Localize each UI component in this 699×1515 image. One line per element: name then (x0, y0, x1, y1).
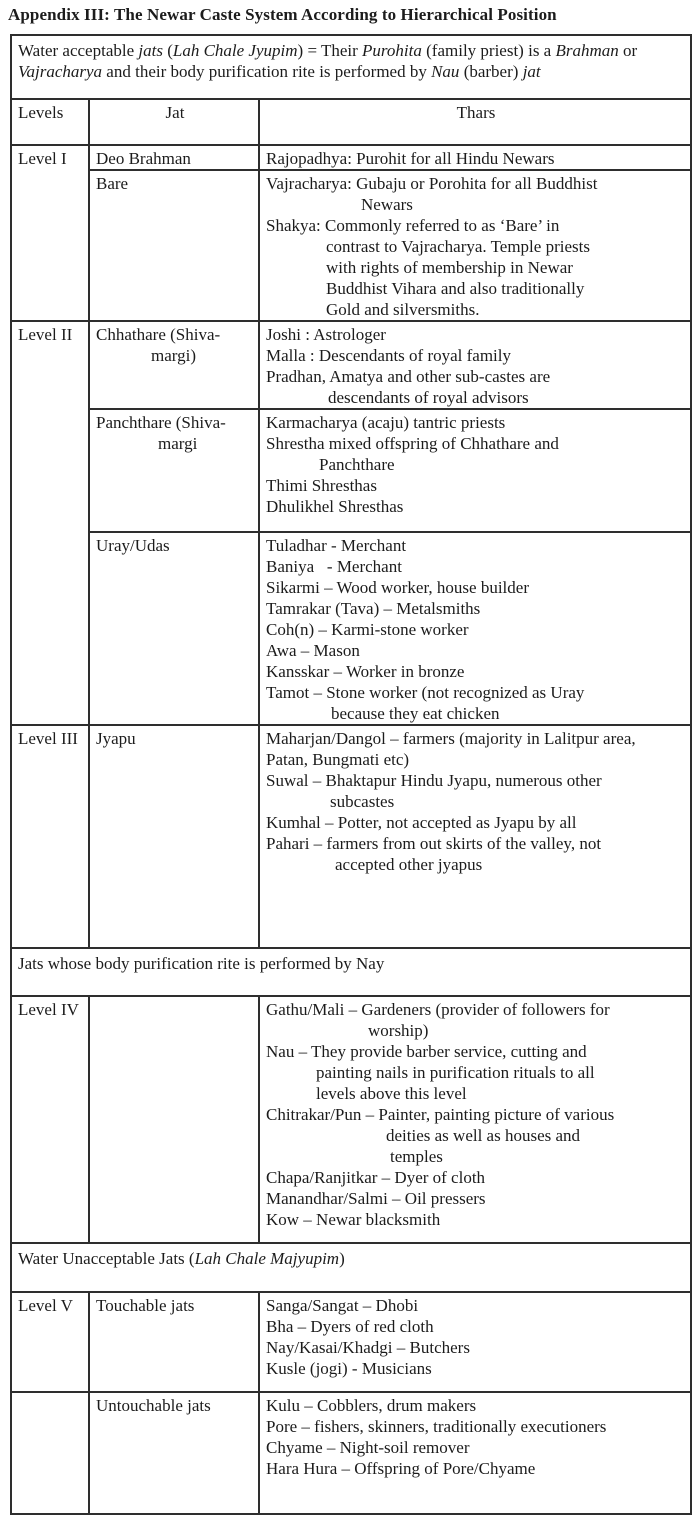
row-water-unacceptable-note (11, 1243, 691, 1292)
level-cell: Level III (11, 725, 89, 948)
jat-cell (89, 725, 259, 948)
row-level5-untouchable (11, 1392, 691, 1514)
plain-text: and their body purification rite is performed by (102, 62, 432, 81)
text-line: temples (390, 1147, 443, 1166)
page-title: Appendix III: The Newar Caste System According to Hierarchical Position (8, 5, 557, 24)
plain-text: (barber) (459, 62, 523, 81)
text-line: Sanga/Sangat – Dhobi (266, 1296, 419, 1315)
row-level2-panchthare (11, 409, 691, 532)
italic-text: jat (522, 62, 541, 81)
text-line: Pahari – farmers from out skirts of the valley, not (266, 834, 602, 853)
text-line: Joshi : Astrologer (266, 325, 386, 344)
text-line: Malla : Descendants of royal family (266, 346, 512, 365)
jat-cell (89, 145, 259, 170)
text-line: Dhulikhel Shresthas (266, 497, 404, 516)
plain-text: Water acceptable (18, 41, 139, 60)
text-line: contrast to Vajracharya. Temple priests (326, 237, 590, 256)
caste-table-body (11, 35, 691, 1514)
italic-text: Nau (431, 62, 460, 81)
text-line: Kusle (jogi) - Musicians (266, 1359, 432, 1378)
level-cell: Level II (11, 321, 89, 725)
thars-cell (259, 145, 691, 170)
text-line: Vajracharya: Gubaju or Porohita for all Buddhist (266, 174, 598, 193)
text-line: descendants of royal advisors (328, 388, 529, 407)
row-level5-touchable (11, 1292, 691, 1392)
text-line: Suwal – Bhaktapur Hindu Jyapu, numerous other (266, 771, 602, 790)
text-line: Gathu/Mali – Gardeners (provider of followers for (266, 1000, 610, 1019)
text-line: Thimi Shresthas (266, 476, 377, 495)
text-line: Awa – Mason (266, 641, 360, 660)
text-line: Panchthare (319, 455, 395, 474)
row-column-headers (11, 99, 691, 145)
text-line: deities as well as houses and (386, 1126, 581, 1145)
text-line: Nau – They provide barber service, cutting and (266, 1042, 587, 1061)
text-line: Panchthare (Shiva- (96, 413, 226, 432)
text-line: Bha – Dyers of red cloth (266, 1317, 434, 1336)
caste-table (10, 34, 692, 1515)
italic-text: Brahman (555, 41, 619, 60)
row-nay-purification-note (11, 948, 691, 996)
text-line: Kansskar – Worker in bronze (266, 662, 465, 681)
text-line: Jyapu (96, 729, 136, 748)
row-level2-chhathare (11, 321, 691, 409)
text-line: Manandhar/Salmi – Oil pressers (266, 1189, 486, 1208)
row-water-acceptable-note (11, 35, 691, 99)
text-line: Pradhan, Amatya and other sub-castes are (266, 367, 551, 386)
text-line: Karmacharya (acaju) tantric priests (266, 413, 506, 432)
jat-cell (89, 996, 259, 1243)
text-line: Maharjan/Dangol – farmers (majority in Lalitpur area, (266, 729, 636, 748)
jat-cell (89, 409, 259, 532)
thars-cell (259, 170, 691, 321)
plain-text: or (618, 41, 638, 60)
text-line: Buddhist Vihara and also traditionally (326, 279, 585, 298)
text-line: Nay/Kasai/Khadgi – Butchers (266, 1338, 470, 1357)
section-note-cell (11, 35, 691, 99)
text-line: Untouchable jats (96, 1396, 211, 1415)
text-line: painting nails in purification rituals to all (316, 1063, 595, 1082)
jat-cell (89, 170, 259, 321)
text-line: Chhathare (Shiva- (96, 325, 221, 344)
text-line: Rajopadhya: Purohit for all Hindu Newars (266, 149, 555, 168)
row-level1-bare (11, 170, 691, 321)
row-level3-jyapu (11, 725, 691, 948)
text-line (18, 953, 686, 974)
text-line: Uray/Udas (96, 536, 170, 555)
text-line: Hara Hura – Offspring of Pore/Chyame (266, 1459, 536, 1478)
text-line: Chapa/Ranjitkar – Dyer of cloth (266, 1168, 486, 1187)
header-jat: Jat (89, 99, 259, 145)
text-line: Tamrakar (Tava) – Metalsmiths (266, 599, 481, 618)
header-levels: Levels (11, 99, 89, 145)
italic-text: Vajracharya (18, 62, 103, 81)
text-line: levels above this level (316, 1084, 467, 1103)
italic-text: Lah Chale Jyupim (172, 41, 298, 60)
thars-cell (259, 996, 691, 1243)
thars-cell (259, 321, 691, 409)
text-line (18, 61, 686, 82)
text-line: Tamot – Stone worker (not recognized as Uray (266, 683, 585, 702)
text-line (18, 1248, 686, 1269)
text-line: Chitrakar/Pun – Painter, painting picture of various (266, 1105, 615, 1124)
text-line: margi (158, 434, 198, 453)
row-level2-uray-udas (11, 532, 691, 725)
text-line: margi) (151, 346, 197, 365)
thars-cell (259, 1392, 691, 1514)
level-cell: Level I (11, 145, 89, 321)
text-line: Bare (96, 174, 129, 193)
section-note-cell (11, 948, 691, 996)
section-note-cell (11, 1243, 691, 1292)
level-cell: Level IV (11, 996, 89, 1243)
text-line: Newars (361, 195, 413, 214)
text-line: Baniya - Merchant (266, 557, 402, 576)
jat-cell (89, 1392, 259, 1514)
text-line: Pore – fishers, skinners, traditionally executioners (266, 1417, 607, 1436)
row-level1-deo-brahman (11, 145, 691, 170)
text-line: Kumhal – Potter, not accepted as Jyapu by all (266, 813, 577, 832)
header-thars: Thars (259, 99, 691, 145)
text-line: Gold and silversmiths. (326, 300, 480, 319)
level-cell (11, 1392, 89, 1514)
text-line: Deo Brahman (96, 149, 191, 168)
row-level4 (11, 996, 691, 1243)
plain-text: ) (339, 1249, 345, 1268)
text-line: accepted other jyapus (335, 855, 483, 874)
italic-text: Purohita (362, 41, 422, 60)
text-line: Shrestha mixed offspring of Chhathare and (266, 434, 559, 453)
jat-cell (89, 321, 259, 409)
text-line: Kow – Newar blacksmith (266, 1210, 441, 1229)
plain-text: ) = Their (297, 41, 363, 60)
text-line: Shakya: Commonly referred to as ‘Bare’ in (266, 216, 560, 235)
thars-cell (259, 1292, 691, 1392)
text-line: subcastes (330, 792, 395, 811)
jat-cell (89, 532, 259, 725)
text-line: Touchable jats (96, 1296, 195, 1315)
text-line: Patan, Bungmati etc) (266, 750, 410, 769)
thars-cell (259, 532, 691, 725)
thars-cell (259, 725, 691, 948)
text-line (18, 40, 686, 61)
text-line: Chyame – Night-soil remover (266, 1438, 470, 1457)
text-line: Sikarmi – Wood worker, house builder (266, 578, 529, 597)
italic-text: jats (138, 41, 163, 60)
text-line: Tuladhar - Merchant (266, 536, 407, 555)
text-line: Kulu – Cobblers, drum makers (266, 1396, 477, 1415)
text-line: with rights of membership in Newar (326, 258, 573, 277)
plain-text: Jats whose body purification rite is performed by Nay (18, 954, 385, 973)
level-cell: Level V (11, 1292, 89, 1392)
text-line: worship) (368, 1021, 429, 1040)
text-line: Coh(n) – Karmi-stone worker (266, 620, 469, 639)
text-line: because they eat chicken (331, 704, 500, 723)
plain-text: (family priest) is a (421, 41, 556, 60)
plain-text: Water Unacceptable Jats ( (18, 1249, 195, 1268)
italic-text: Lah Chale Majyupim (194, 1249, 340, 1268)
thars-cell (259, 409, 691, 532)
jat-cell (89, 1292, 259, 1392)
plain-text: ( (162, 41, 173, 60)
